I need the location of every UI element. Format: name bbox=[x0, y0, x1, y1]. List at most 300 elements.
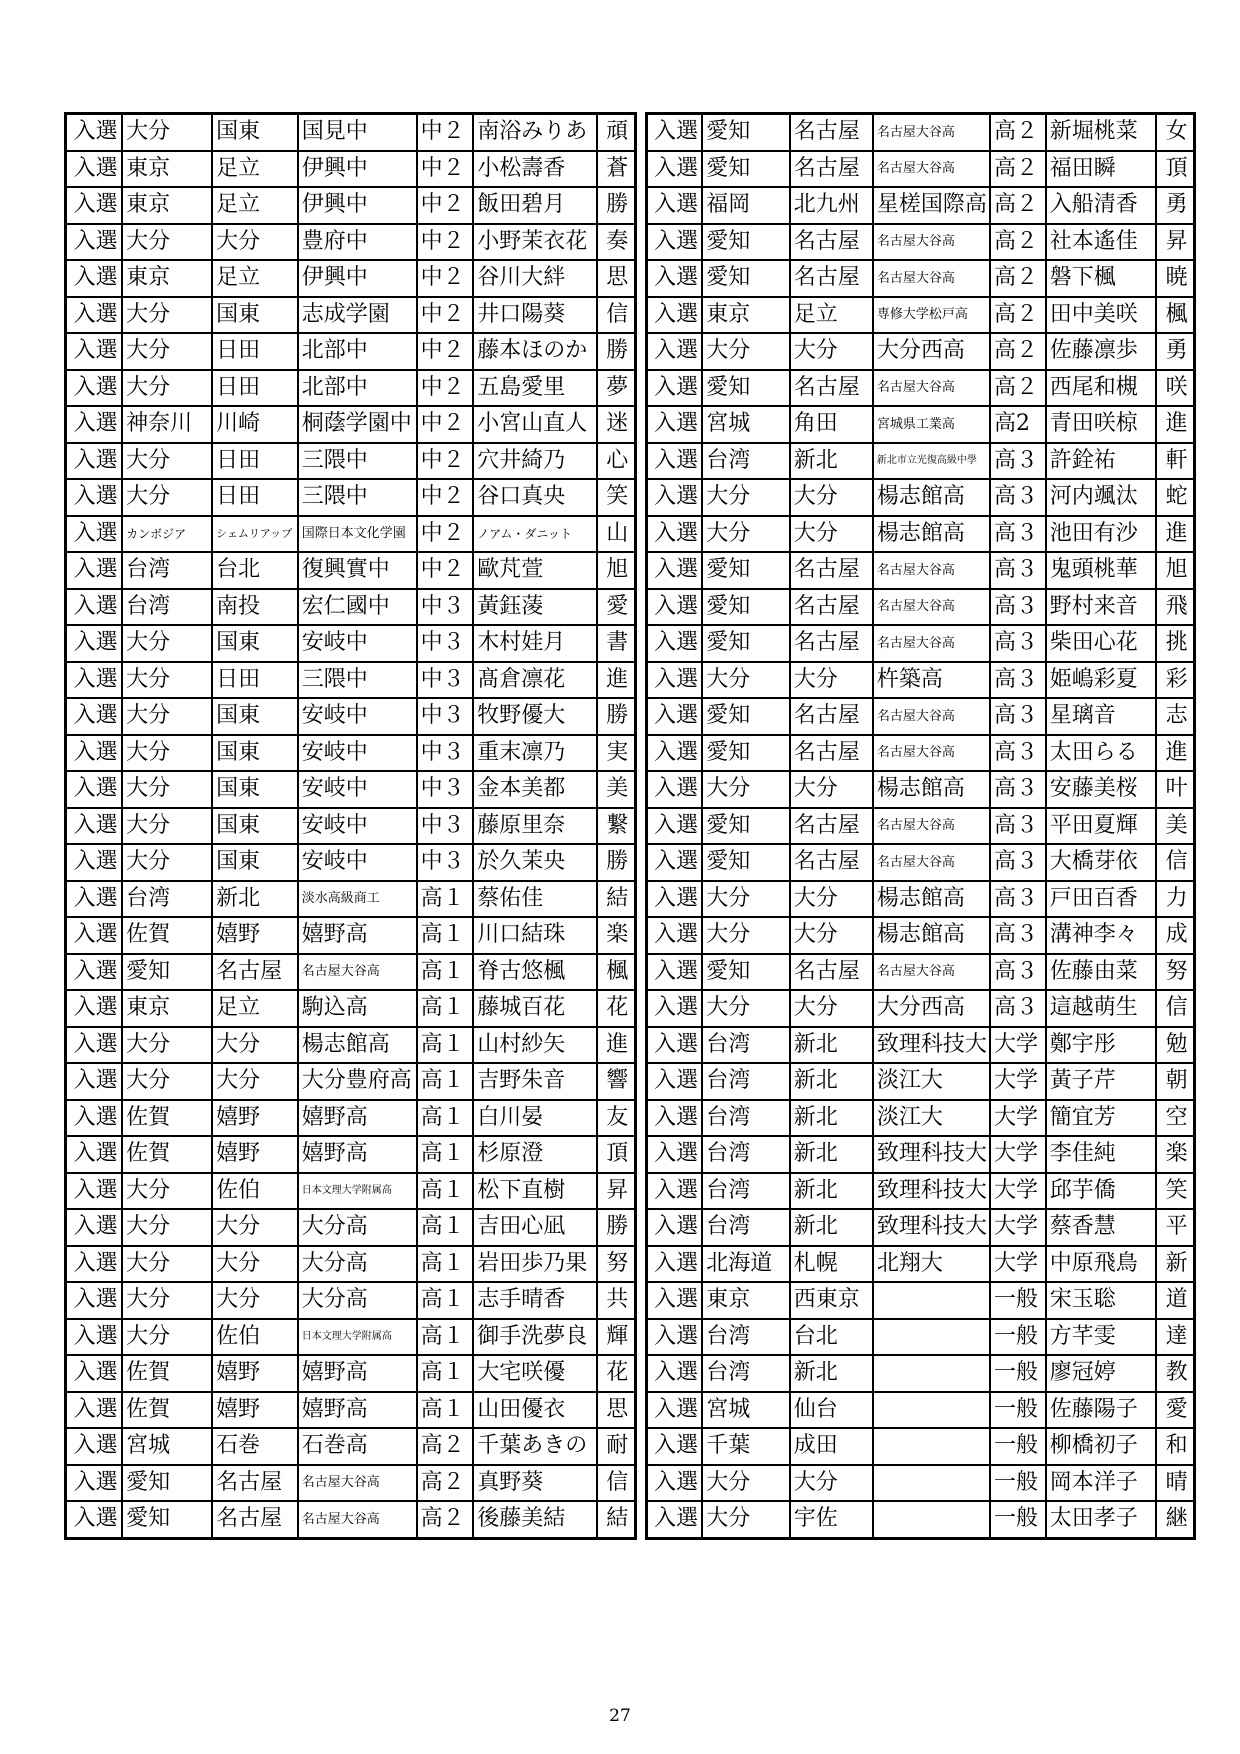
award-cell: 入選 bbox=[66, 1428, 123, 1465]
prefecture-cell: 大分 bbox=[122, 297, 212, 334]
character-cell: 勝 bbox=[597, 187, 636, 224]
table-row bbox=[647, 990, 1195, 1027]
school-cell: 楊志館高 bbox=[873, 881, 990, 918]
school-cell: 名古屋大谷高 bbox=[298, 1465, 417, 1502]
grade-cell: 高１ bbox=[417, 1173, 474, 1210]
grade-cell: 高１ bbox=[417, 1063, 474, 1100]
city-cell: 国東 bbox=[212, 771, 298, 808]
school-cell: 日本文理大学附属高 bbox=[298, 1319, 417, 1356]
prefecture-cell: 神奈川 bbox=[122, 406, 212, 443]
prefecture-cell: 愛知 bbox=[702, 370, 790, 407]
award-cell: 入選 bbox=[647, 114, 703, 151]
character-cell: 進 bbox=[597, 662, 636, 699]
entries-table-left-body bbox=[66, 114, 636, 1539]
prefecture-cell: 佐賀 bbox=[122, 1355, 212, 1392]
city-cell: 名古屋 bbox=[790, 954, 873, 991]
award-cell: 入選 bbox=[66, 990, 123, 1027]
grade-cell: 中３ bbox=[417, 808, 474, 845]
school-cell: 名古屋大谷高 bbox=[873, 735, 990, 772]
name-cell: 太田らる bbox=[1046, 735, 1156, 772]
city-cell: 足立 bbox=[790, 297, 873, 334]
grade-cell: 高２ bbox=[990, 370, 1046, 407]
entries-table-left bbox=[64, 112, 637, 1540]
award-cell: 入選 bbox=[647, 881, 703, 918]
character-cell: 勇 bbox=[1156, 333, 1194, 370]
prefecture-cell: 大分 bbox=[122, 735, 212, 772]
city-cell: 名古屋 bbox=[790, 224, 873, 261]
city-cell: 名古屋 bbox=[790, 151, 873, 188]
prefecture-cell: 愛知 bbox=[702, 844, 790, 881]
name-cell: 重末凛乃 bbox=[473, 735, 596, 772]
award-cell: 入選 bbox=[66, 260, 123, 297]
table-row bbox=[647, 552, 1195, 589]
prefecture-cell: 大分 bbox=[702, 333, 790, 370]
school-cell: 嬉野高 bbox=[298, 1136, 417, 1173]
school-cell: 名古屋大谷高 bbox=[873, 698, 990, 735]
name-cell: 溝神李々 bbox=[1046, 917, 1156, 954]
prefecture-cell: 宮城 bbox=[702, 406, 790, 443]
school-cell: 淡水高級商工 bbox=[298, 881, 417, 918]
award-cell: 入選 bbox=[647, 1246, 703, 1283]
name-cell: 黃鈺蓤 bbox=[473, 589, 596, 626]
school-cell bbox=[873, 1428, 990, 1465]
city-cell: 大分 bbox=[790, 516, 873, 553]
school-cell: 名古屋大谷高 bbox=[873, 552, 990, 589]
name-cell: 太田孝子 bbox=[1046, 1501, 1156, 1538]
name-cell: 戸田百香 bbox=[1046, 881, 1156, 918]
table-row bbox=[647, 771, 1195, 808]
grade-cell: 高１ bbox=[417, 1100, 474, 1137]
grade-cell: 一般 bbox=[990, 1355, 1046, 1392]
table-row bbox=[66, 698, 636, 735]
table-row bbox=[66, 516, 636, 553]
prefecture-cell: 大分 bbox=[122, 844, 212, 881]
city-cell: 名古屋 bbox=[790, 844, 873, 881]
award-cell: 入選 bbox=[66, 1392, 123, 1429]
city-cell: 足立 bbox=[212, 151, 298, 188]
character-cell: 勝 bbox=[597, 844, 636, 881]
city-cell: 大分 bbox=[212, 1027, 298, 1064]
prefecture-cell: 愛知 bbox=[702, 625, 790, 662]
character-cell: 思 bbox=[597, 1392, 636, 1429]
school-cell: 大分高 bbox=[298, 1246, 417, 1283]
table-row bbox=[647, 1428, 1195, 1465]
table-row bbox=[647, 1173, 1195, 1210]
grade-cell: 高１ bbox=[417, 990, 474, 1027]
table-row bbox=[66, 1100, 636, 1137]
award-cell: 入選 bbox=[66, 954, 123, 991]
prefecture-cell: 大分 bbox=[122, 1282, 212, 1319]
character-cell: 進 bbox=[1156, 735, 1194, 772]
name-cell: 千葉あきの bbox=[473, 1428, 596, 1465]
grade-cell: 高１ bbox=[417, 881, 474, 918]
name-cell: 池田有沙 bbox=[1046, 516, 1156, 553]
prefecture-cell: 台湾 bbox=[122, 881, 212, 918]
school-cell: 安岐中 bbox=[298, 735, 417, 772]
city-cell: 日田 bbox=[212, 370, 298, 407]
city-cell: 日田 bbox=[212, 479, 298, 516]
character-cell: 進 bbox=[1156, 406, 1194, 443]
name-cell: 髙倉凛花 bbox=[473, 662, 596, 699]
character-cell: 笑 bbox=[1156, 1173, 1194, 1210]
city-cell: 大分 bbox=[790, 881, 873, 918]
name-cell: ノアム・ダニット bbox=[473, 516, 596, 553]
character-cell: 勝 bbox=[597, 333, 636, 370]
city-cell: 国東 bbox=[212, 808, 298, 845]
school-cell: 名古屋大谷高 bbox=[298, 1501, 417, 1538]
grade-cell: 高３ bbox=[990, 954, 1046, 991]
grade-cell: 中３ bbox=[417, 735, 474, 772]
character-cell: 書 bbox=[597, 625, 636, 662]
table-row bbox=[647, 333, 1195, 370]
character-cell: 楽 bbox=[1156, 1136, 1194, 1173]
name-cell: 磐下楓 bbox=[1046, 260, 1156, 297]
grade-cell: 中３ bbox=[417, 844, 474, 881]
name-cell: 於久茉央 bbox=[473, 844, 596, 881]
character-cell: 成 bbox=[1156, 917, 1194, 954]
prefecture-cell: 愛知 bbox=[122, 1501, 212, 1538]
name-cell: 安藤美桜 bbox=[1046, 771, 1156, 808]
city-cell: 名古屋 bbox=[790, 552, 873, 589]
prefecture-cell: 愛知 bbox=[702, 808, 790, 845]
award-cell: 入選 bbox=[647, 1501, 703, 1538]
prefecture-cell: 大分 bbox=[702, 881, 790, 918]
grade-cell: 大学 bbox=[990, 1100, 1046, 1137]
table-row bbox=[647, 1100, 1195, 1137]
award-cell: 入選 bbox=[66, 844, 123, 881]
prefecture-cell: 大分 bbox=[122, 114, 212, 151]
name-cell: 鬼頭桃華 bbox=[1046, 552, 1156, 589]
character-cell: 信 bbox=[597, 1465, 636, 1502]
city-cell: 札幌 bbox=[790, 1246, 873, 1283]
character-cell: 勇 bbox=[1156, 187, 1194, 224]
prefecture-cell: 東京 bbox=[702, 297, 790, 334]
character-cell: 進 bbox=[597, 1027, 636, 1064]
name-cell: 中原飛鳥 bbox=[1046, 1246, 1156, 1283]
name-cell: 姫嶋彩夏 bbox=[1046, 662, 1156, 699]
character-cell: 勝 bbox=[597, 698, 636, 735]
prefecture-cell: 東京 bbox=[122, 151, 212, 188]
grade-cell: 大学 bbox=[990, 1246, 1046, 1283]
character-cell: 輝 bbox=[597, 1319, 636, 1356]
table-row bbox=[66, 1246, 636, 1283]
prefecture-cell: 大分 bbox=[122, 1319, 212, 1356]
city-cell: 国東 bbox=[212, 625, 298, 662]
award-cell: 入選 bbox=[66, 771, 123, 808]
character-cell: 響 bbox=[597, 1063, 636, 1100]
grade-cell: 高１ bbox=[417, 1209, 474, 1246]
character-cell: 昇 bbox=[597, 1173, 636, 1210]
name-cell: 青田咲椋 bbox=[1046, 406, 1156, 443]
prefecture-cell: 台湾 bbox=[702, 1100, 790, 1137]
table-row bbox=[647, 808, 1195, 845]
award-cell: 入選 bbox=[647, 1173, 703, 1210]
table-row bbox=[647, 1246, 1195, 1283]
grade-cell: 高２ bbox=[417, 1428, 474, 1465]
school-cell: 三隈中 bbox=[298, 479, 417, 516]
grade-cell: 中２ bbox=[417, 333, 474, 370]
grade-cell: 高３ bbox=[990, 662, 1046, 699]
prefecture-cell: 大分 bbox=[122, 625, 212, 662]
table-row bbox=[647, 406, 1195, 443]
name-cell: 真野葵 bbox=[473, 1465, 596, 1502]
name-cell: 黃子芹 bbox=[1046, 1063, 1156, 1100]
table-row bbox=[66, 990, 636, 1027]
grade-cell: 高１ bbox=[417, 1246, 474, 1283]
school-cell: 北部中 bbox=[298, 370, 417, 407]
name-cell: 蔡佑佳 bbox=[473, 881, 596, 918]
character-cell: 彩 bbox=[1156, 662, 1194, 699]
city-cell: 新北 bbox=[212, 881, 298, 918]
name-cell: 藤原里奈 bbox=[473, 808, 596, 845]
grade-cell: 高１ bbox=[417, 954, 474, 991]
table-row bbox=[647, 589, 1195, 626]
school-cell: 伊興中 bbox=[298, 151, 417, 188]
city-cell: 角田 bbox=[790, 406, 873, 443]
character-cell: 努 bbox=[1156, 954, 1194, 991]
city-cell: 仙台 bbox=[790, 1392, 873, 1429]
grade-cell: 高２ bbox=[990, 114, 1046, 151]
table-row bbox=[647, 443, 1195, 480]
city-cell: 新北 bbox=[790, 1136, 873, 1173]
prefecture-cell: 大分 bbox=[122, 1027, 212, 1064]
city-cell: 大分 bbox=[790, 662, 873, 699]
table-row bbox=[66, 954, 636, 991]
grade-cell: 中２ bbox=[417, 370, 474, 407]
award-cell: 入選 bbox=[66, 479, 123, 516]
prefecture-cell: 福岡 bbox=[702, 187, 790, 224]
table-row bbox=[66, 151, 636, 188]
name-cell: 御手洗夢良 bbox=[473, 1319, 596, 1356]
city-cell: 台北 bbox=[212, 552, 298, 589]
character-cell: 笑 bbox=[597, 479, 636, 516]
grade-cell: 中２ bbox=[417, 406, 474, 443]
name-cell: 白川晏 bbox=[473, 1100, 596, 1137]
award-cell: 入選 bbox=[66, 114, 123, 151]
table-row bbox=[66, 1428, 636, 1465]
character-cell: 愛 bbox=[597, 589, 636, 626]
name-cell: 佐藤由菜 bbox=[1046, 954, 1156, 991]
character-cell: 頂 bbox=[1156, 151, 1194, 188]
character-cell: 和 bbox=[1156, 1428, 1194, 1465]
school-cell: 名古屋大谷高 bbox=[873, 589, 990, 626]
prefecture-cell: 大分 bbox=[702, 990, 790, 1027]
school-cell: 淡江大 bbox=[873, 1063, 990, 1100]
name-cell: 大宅咲優 bbox=[473, 1355, 596, 1392]
name-cell: 簡宜芳 bbox=[1046, 1100, 1156, 1137]
prefecture-cell: 大分 bbox=[122, 698, 212, 735]
school-cell: 国見中 bbox=[298, 114, 417, 151]
grade-cell: 高２ bbox=[990, 333, 1046, 370]
school-cell: 三隈中 bbox=[298, 443, 417, 480]
table-row bbox=[66, 443, 636, 480]
school-cell: 名古屋大谷高 bbox=[873, 370, 990, 407]
character-cell: 晴 bbox=[1156, 1465, 1194, 1502]
award-cell: 入選 bbox=[66, 1501, 123, 1538]
city-cell: 西東京 bbox=[790, 1282, 873, 1319]
character-cell: 力 bbox=[1156, 881, 1194, 918]
table-row bbox=[66, 224, 636, 261]
grade-cell: 高１ bbox=[417, 1027, 474, 1064]
name-cell: 小宮山直人 bbox=[473, 406, 596, 443]
table-row bbox=[66, 297, 636, 334]
grade-cell: 一般 bbox=[990, 1501, 1046, 1538]
school-cell: 楊志館高 bbox=[873, 917, 990, 954]
school-cell: 安岐中 bbox=[298, 625, 417, 662]
award-cell: 入選 bbox=[647, 151, 703, 188]
prefecture-cell: 台湾 bbox=[702, 1355, 790, 1392]
prefecture-cell: 愛知 bbox=[702, 151, 790, 188]
name-cell: 飯田碧月 bbox=[473, 187, 596, 224]
grade-cell: 高３ bbox=[990, 735, 1046, 772]
name-cell: 川口結珠 bbox=[473, 917, 596, 954]
award-cell: 入選 bbox=[66, 516, 123, 553]
award-cell: 入選 bbox=[647, 333, 703, 370]
award-cell: 入選 bbox=[66, 625, 123, 662]
prefecture-cell: カンボジア bbox=[122, 516, 212, 553]
prefecture-cell: 佐賀 bbox=[122, 917, 212, 954]
city-cell: 嬉野 bbox=[212, 1100, 298, 1137]
school-cell: 北部中 bbox=[298, 333, 417, 370]
grade-cell: 中３ bbox=[417, 771, 474, 808]
table-row bbox=[66, 187, 636, 224]
award-cell: 入選 bbox=[647, 625, 703, 662]
name-cell: 野村来音 bbox=[1046, 589, 1156, 626]
school-cell: 嬉野高 bbox=[298, 917, 417, 954]
grade-cell: 高２ bbox=[990, 151, 1046, 188]
prefecture-cell: 台湾 bbox=[702, 1173, 790, 1210]
grade-cell: 一般 bbox=[990, 1282, 1046, 1319]
school-cell: 楊志館高 bbox=[873, 516, 990, 553]
city-cell: 新北 bbox=[790, 1173, 873, 1210]
character-cell: 花 bbox=[597, 990, 636, 1027]
award-cell: 入選 bbox=[66, 552, 123, 589]
award-cell: 入選 bbox=[66, 1246, 123, 1283]
table-row bbox=[66, 1392, 636, 1429]
prefecture-cell: 愛知 bbox=[702, 735, 790, 772]
table-row bbox=[647, 917, 1195, 954]
name-cell: 金本美都 bbox=[473, 771, 596, 808]
table-row bbox=[66, 1465, 636, 1502]
award-cell: 入選 bbox=[647, 808, 703, 845]
city-cell: 国東 bbox=[212, 297, 298, 334]
character-cell: 信 bbox=[1156, 844, 1194, 881]
city-cell: 大分 bbox=[212, 1063, 298, 1100]
award-cell: 入選 bbox=[647, 954, 703, 991]
prefecture-cell: 大分 bbox=[702, 479, 790, 516]
award-cell: 入選 bbox=[647, 552, 703, 589]
school-cell: 日本文理大学附属高 bbox=[298, 1173, 417, 1210]
entries-table-right-body bbox=[647, 114, 1195, 1539]
character-cell: 頂 bbox=[597, 1136, 636, 1173]
award-cell: 入選 bbox=[647, 698, 703, 735]
grade-cell: 高２ bbox=[990, 224, 1046, 261]
city-cell: 嬉野 bbox=[212, 917, 298, 954]
school-cell: 安岐中 bbox=[298, 844, 417, 881]
award-cell: 入選 bbox=[647, 370, 703, 407]
prefecture-cell: 大分 bbox=[702, 516, 790, 553]
grade-cell: 中２ bbox=[417, 114, 474, 151]
name-cell: 岩田歩乃果 bbox=[473, 1246, 596, 1283]
city-cell: 新北 bbox=[790, 1209, 873, 1246]
school-cell bbox=[873, 1501, 990, 1538]
city-cell: 北九州 bbox=[790, 187, 873, 224]
city-cell: 名古屋 bbox=[212, 1465, 298, 1502]
table-row bbox=[647, 297, 1195, 334]
city-cell: 名古屋 bbox=[790, 625, 873, 662]
award-cell: 入選 bbox=[647, 1428, 703, 1465]
character-cell: 教 bbox=[1156, 1355, 1194, 1392]
prefecture-cell: 大分 bbox=[702, 1465, 790, 1502]
grade-cell: 高１ bbox=[417, 1136, 474, 1173]
grade-cell: 中２ bbox=[417, 151, 474, 188]
school-cell bbox=[873, 1465, 990, 1502]
award-cell: 入選 bbox=[647, 1465, 703, 1502]
name-cell: 宋玉聡 bbox=[1046, 1282, 1156, 1319]
prefecture-cell: 愛知 bbox=[122, 1465, 212, 1502]
grade-cell: 高１ bbox=[417, 917, 474, 954]
name-cell: 佐藤陽子 bbox=[1046, 1392, 1156, 1429]
school-cell: 大分高 bbox=[298, 1209, 417, 1246]
character-cell: 思 bbox=[597, 260, 636, 297]
city-cell: 足立 bbox=[212, 260, 298, 297]
school-cell bbox=[873, 1319, 990, 1356]
prefecture-cell: 台湾 bbox=[702, 443, 790, 480]
award-cell: 入選 bbox=[66, 1282, 123, 1319]
school-cell: 致理科技大 bbox=[873, 1136, 990, 1173]
award-cell: 入選 bbox=[66, 1027, 123, 1064]
table-row bbox=[647, 735, 1195, 772]
character-cell: 蛇 bbox=[1156, 479, 1194, 516]
character-cell: 空 bbox=[1156, 1100, 1194, 1137]
name-cell: 許銓祐 bbox=[1046, 443, 1156, 480]
grade-cell: 中２ bbox=[417, 297, 474, 334]
name-cell: 方芊雯 bbox=[1046, 1319, 1156, 1356]
character-cell: 迷 bbox=[597, 406, 636, 443]
table-row bbox=[66, 589, 636, 626]
grade-cell: 中３ bbox=[417, 589, 474, 626]
city-cell: 日田 bbox=[212, 443, 298, 480]
character-cell: 咲 bbox=[1156, 370, 1194, 407]
character-cell: 勉 bbox=[1156, 1027, 1194, 1064]
name-cell: 大橋芽依 bbox=[1046, 844, 1156, 881]
name-cell: 志手晴香 bbox=[473, 1282, 596, 1319]
prefecture-cell: 千葉 bbox=[702, 1428, 790, 1465]
prefecture-cell: 台湾 bbox=[702, 1027, 790, 1064]
prefecture-cell: 台湾 bbox=[702, 1209, 790, 1246]
city-cell: 佐伯 bbox=[212, 1319, 298, 1356]
prefecture-cell: 大分 bbox=[122, 1173, 212, 1210]
city-cell: 嬉野 bbox=[212, 1355, 298, 1392]
prefecture-cell: 大分 bbox=[122, 662, 212, 699]
school-cell: 名古屋大谷高 bbox=[873, 625, 990, 662]
grade-cell: 大学 bbox=[990, 1209, 1046, 1246]
table-row bbox=[647, 260, 1195, 297]
prefecture-cell: 大分 bbox=[702, 917, 790, 954]
grade-cell: 中２ bbox=[417, 187, 474, 224]
prefecture-cell: 愛知 bbox=[122, 954, 212, 991]
table-row bbox=[66, 808, 636, 845]
prefecture-cell: 大分 bbox=[122, 1246, 212, 1283]
table-row bbox=[647, 844, 1195, 881]
prefecture-cell: 東京 bbox=[122, 990, 212, 1027]
grade-cell: 高２ bbox=[990, 260, 1046, 297]
character-cell: 耐 bbox=[597, 1428, 636, 1465]
prefecture-cell: 愛知 bbox=[702, 954, 790, 991]
prefecture-cell: 大分 bbox=[122, 333, 212, 370]
table-row bbox=[647, 187, 1195, 224]
grade-cell: 中３ bbox=[417, 662, 474, 699]
